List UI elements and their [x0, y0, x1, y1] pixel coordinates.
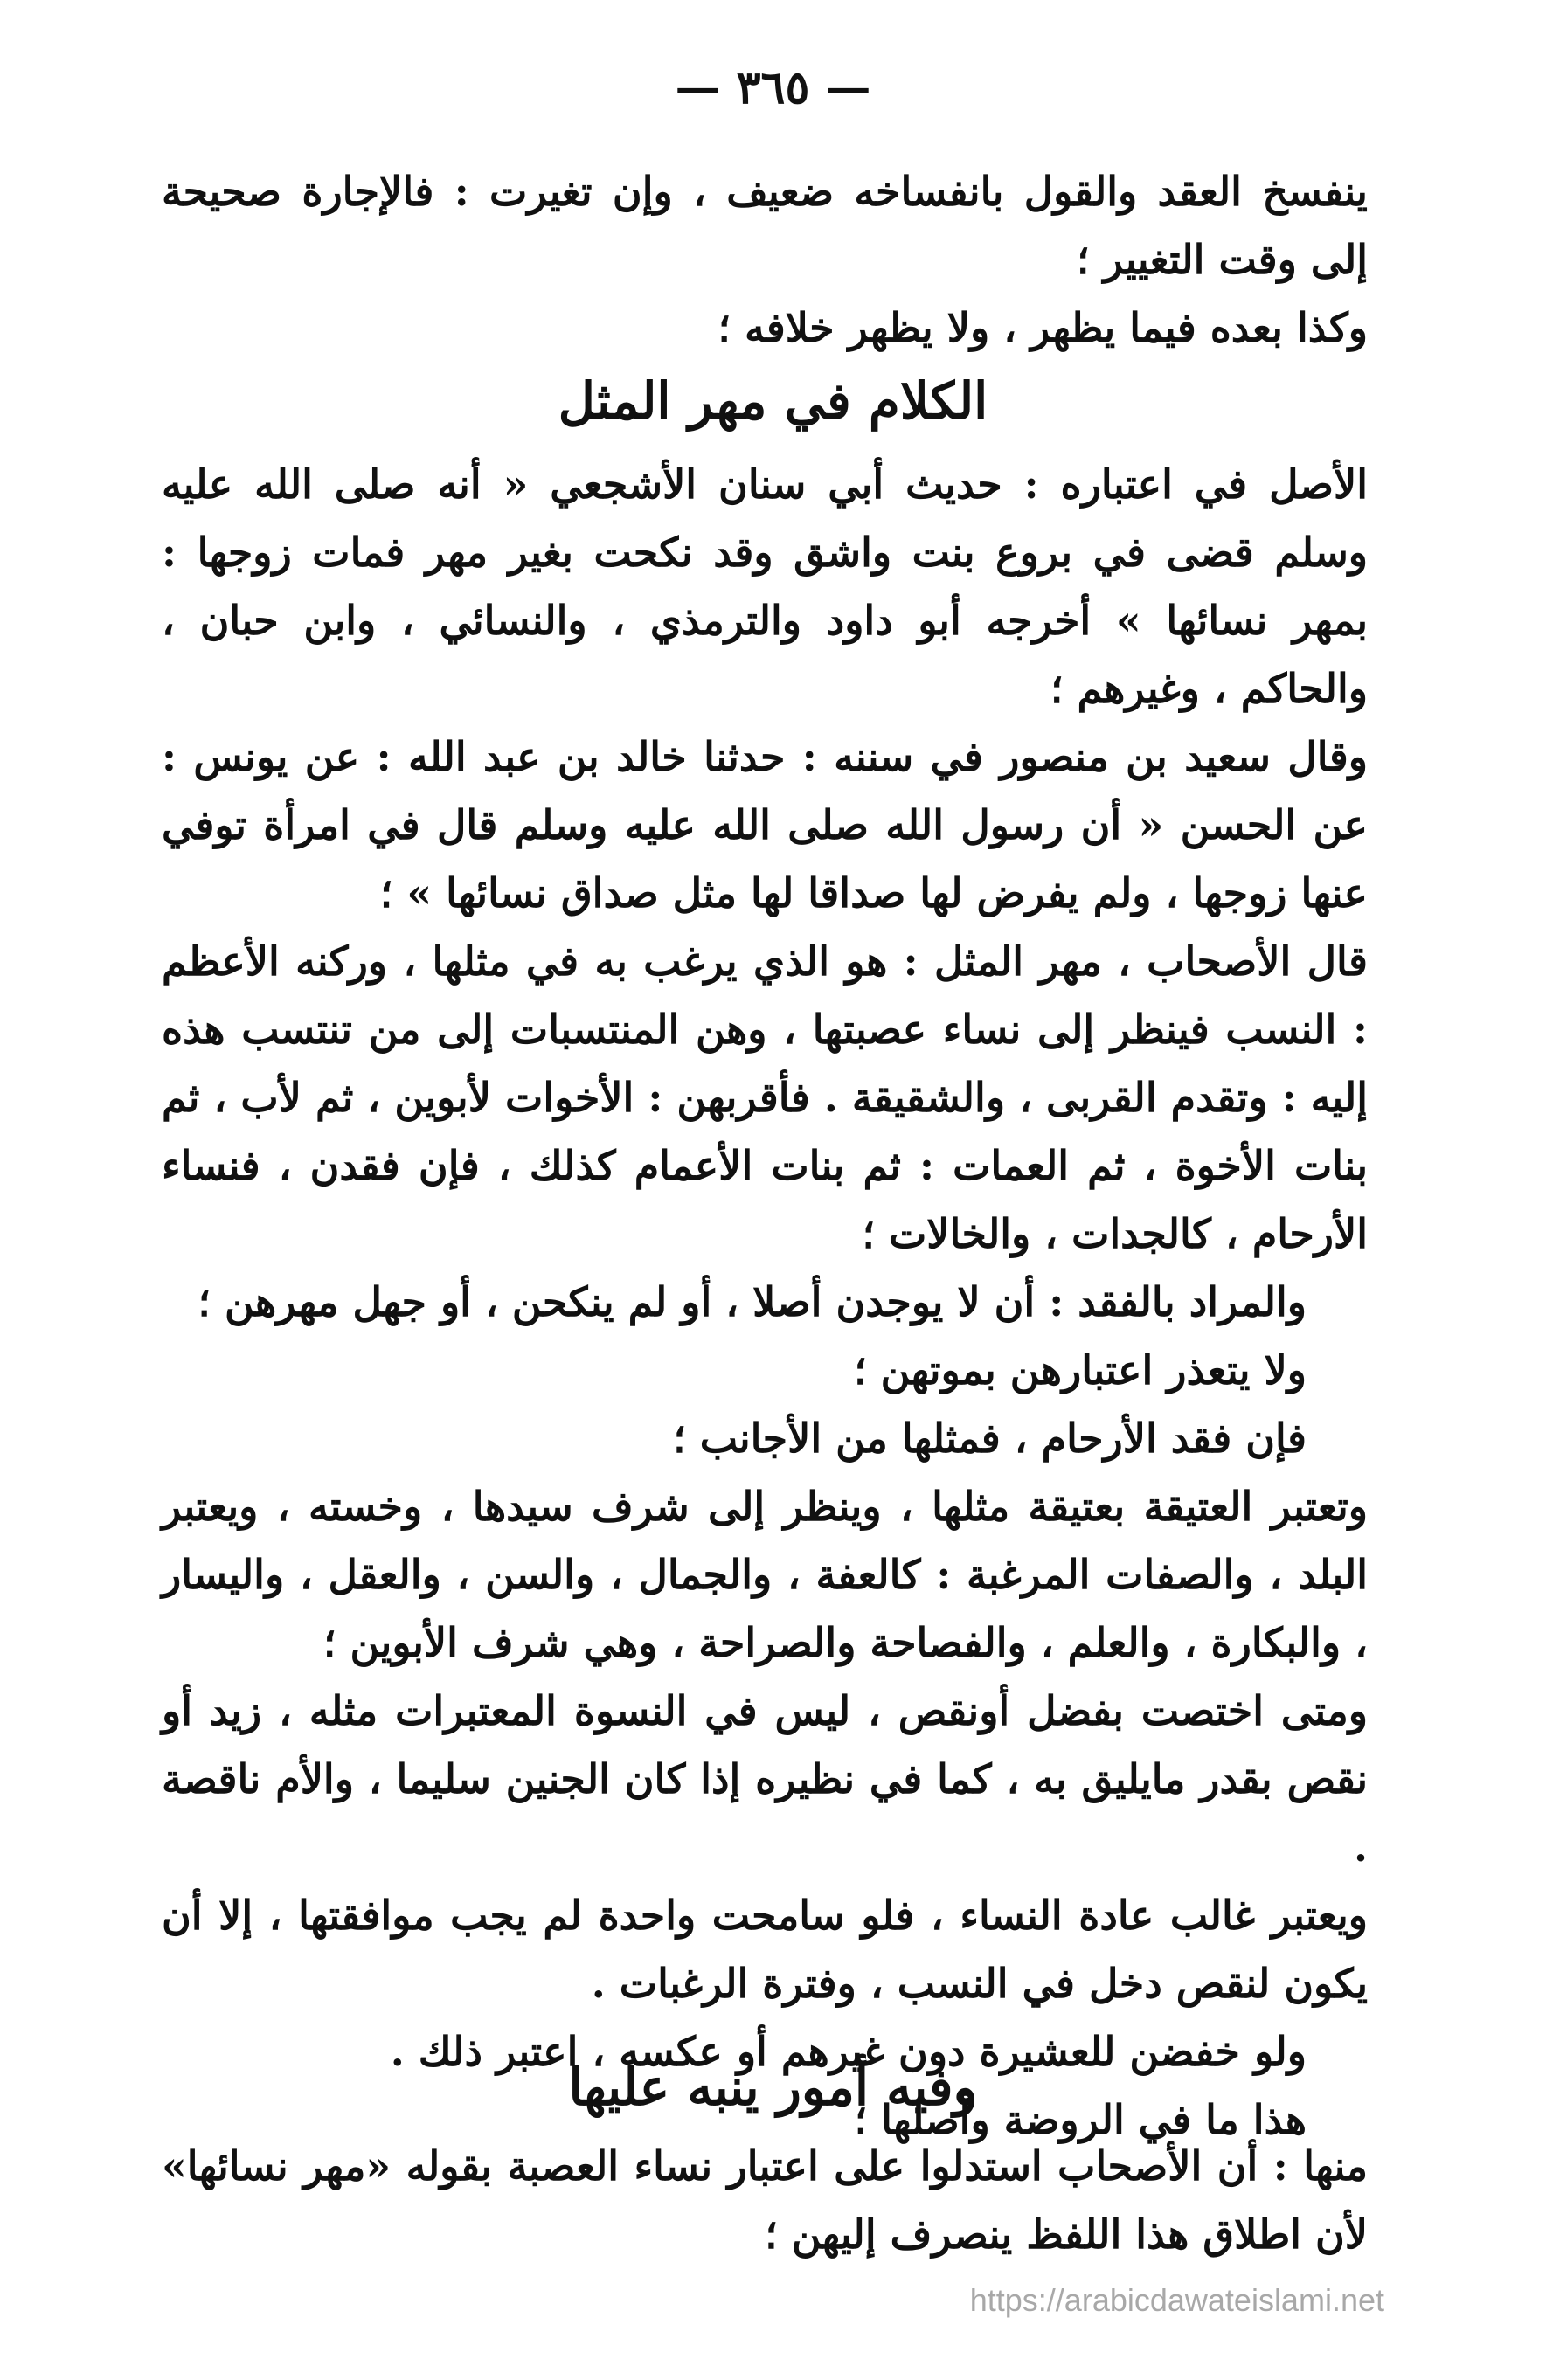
- paragraph: وكذا بعده فيما يظهر ، ولا يظهر خلافه ؛: [718, 304, 1368, 351]
- paragraph: الأصل في اعتباره : حديث أبي سنان الأشجعي « أنه صلى الله عليه وسلم قضى في بروع بنت واشق وقد نكحت بغير مهر فمات زوجها : بمهر نسائها » أخرجه أبو داود والترمذي ، والنسائي ، وابن حبان ، والحاكم ، وغيرهم ؛: [162, 460, 1368, 712]
- watermark-url: https://arabicdawateislami.net: [969, 2282, 1384, 2318]
- text-block-opening: [162, 157, 1368, 362]
- text-block-main: [162, 450, 1368, 2154]
- paragraph: هذا ما في الروضة وأصلها ؛: [854, 2096, 1307, 2143]
- section-heading-mahr-al-mithl: الكلام في مهر المثل: [558, 371, 988, 431]
- paragraph: ولو خفضن للعشيرة دون غيرهم أو عكسه ، اعتبر ذلك .: [390, 2028, 1307, 2075]
- paragraph: منها : أن الأصحاب استدلوا على اعتبار نساء العصبة بقوله «مهر نسائها» لأن اطلاق هذا اللفظ ينصرف إليهن ؛: [162, 2142, 1368, 2258]
- page-number: — ٣٦٥ —: [675, 61, 871, 114]
- paragraph: ويعتبر غالب عادة النساء ، فلو سامحت واحدة لم يجب موافقتها ، إلا أن يكون لنقص دخل في النسب ، وفترة الرغبات .: [162, 1892, 1368, 2007]
- paragraph: والمراد بالفقد : أن لا يوجدن أصلا ، أو لم ينكحن ، أو جهل مهرهن ؛: [198, 1278, 1307, 1325]
- paragraph: وقال سعيد بن منصور في سننه : حدثنا خالد بن عبد الله : عن يونس : عن الحسن « أن رسول الله صلى الله عليه وسلم قال في امرأة توفي عنها زوجها ، ولم يفرض لها صداقا لها مثل صداق نسائها » ؛: [162, 733, 1368, 917]
- paragraph: وتعتبر العتيقة بعتيقة مثلها ، وينظر إلى شرف سيدها ، وخسته ، ويعتبر البلد ، والصفات المرغبة : كالعفة ، والجمال ، والسن ، والعقل ، واليسار ، والبكارة ، والعلم ، والفصاحة والصراحة ، وهي شرف الأبوين ؛: [162, 1483, 1368, 1666]
- paragraph: ومتى اختصت بفضل أونقص ، ليس في النسوة المعتبرات مثله ، زيد أو نقص بقدر مايليق به ، كما في نظيره إذا كان الجنين سليما ، والأم ناقصة .: [162, 1687, 1368, 1871]
- text-block-closing: [162, 2132, 1368, 2268]
- paragraph: ولا يتعذر اعتبارهن بموتهن ؛: [853, 1346, 1307, 1394]
- paragraph: فإن فقد الأرحام ، فمثلها من الأجانب ؛: [673, 1415, 1307, 1462]
- section-heading-notes: وفيه أمور ينبه عليها: [568, 2058, 978, 2117]
- paragraph: قال الأصحاب ، مهر المثل : هو الذي يرغب به في مثلها ، وركنه الأعظم : النسب فينظر إلى نساء عصبتها ، وهن المنتسبات إلى من تنتسب هذه إليه : وتقدم القربى ، والشقيقة . فأقربهن : الأخوات لأبوين ، ثم لأب ، ثم بنات الأخوة ، ثم العمات : ثم بنات الأعمام كذلك ، فإن فقدن ، فنساء الأرحام ، كالجدات ، والخالات ؛: [162, 937, 1368, 1257]
- paragraph: ينفسخ العقد والقول بانفساخه ضعيف ، وإن تغيرت : فالإجارة صحيحة إلى وقت التغيير ؛: [162, 168, 1368, 283]
